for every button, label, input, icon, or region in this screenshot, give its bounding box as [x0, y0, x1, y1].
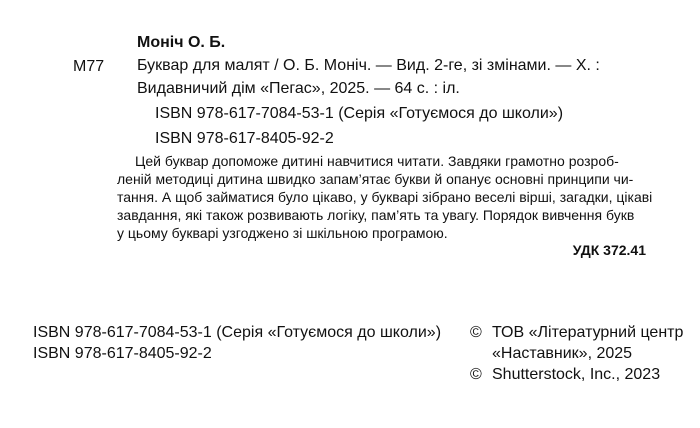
- abstract-line: завдання, які також розвивають логіку, пам’ять та увагу. Порядок вивчення букв: [117, 207, 635, 223]
- author-code: М77: [73, 58, 105, 75]
- isbn-book: ISBN 978-617-8405-92-2: [155, 130, 334, 147]
- abstract-line: тання. А щоб займатися було цікаво, у букварі зібрано веселі вірші, загадки, цікаві: [117, 189, 653, 205]
- description-line-2: Видавничий дім «Пегас», 2025. — 64 с. : іл.: [137, 80, 460, 97]
- abstract-line: у цьому букварі узгоджено зі шкільною програмою.: [117, 225, 448, 241]
- udk-code: УДК 372.41: [572, 242, 646, 258]
- isbn-series: ISBN 978-617-7084-53-1 (Серія «Готуємося до школи»): [155, 105, 564, 122]
- footer-isbn-series: ISBN 978-617-7084-53-1 (Серія «Готуємося до школи»): [33, 324, 442, 341]
- copyright-images: [470, 365, 660, 385]
- abstract: [117, 152, 653, 242]
- copyright-publisher-cont: «Наставник», 2025: [492, 345, 633, 362]
- copyright-publisher: [470, 323, 683, 343]
- copyright-publisher-text: ТОВ «Літературний центр: [492, 324, 684, 341]
- copyright-symbol: ©: [470, 324, 482, 341]
- footer-isbn-book: ISBN 978-617-8405-92-2: [33, 345, 212, 362]
- abstract-line: леній методиці дитина швидко запам’ятає букви й опанує основні принципи чи-: [117, 171, 634, 187]
- copyright-symbol: ©: [470, 366, 482, 383]
- description-line-1: Буквар для малят / О. Б. Моніч. — Вид. 2-ге, зі змінами. — Х. :: [137, 57, 600, 74]
- abstract-line: Цей буквар допоможе дитині навчитися читати. Завдяки грамотно розроб-: [135, 153, 619, 169]
- copyright-images-text: Shutterstock, Inc., 2023: [492, 366, 661, 383]
- author-name: Моніч О. Б.: [137, 34, 226, 51]
